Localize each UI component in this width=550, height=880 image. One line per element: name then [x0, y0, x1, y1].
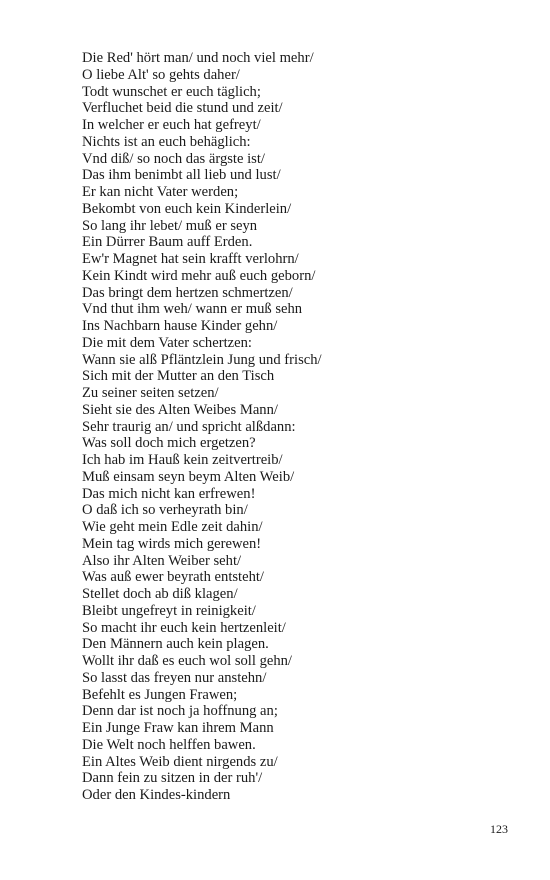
- poem-line: Ein Junge Fraw kan ihrem Mann: [82, 720, 274, 736]
- poem-line: Mein tag wirds mich gerewen!: [82, 535, 262, 552]
- poem-line: Kein Kindt wird mehr auß euch geborn/: [82, 267, 316, 284]
- poem-line: Ein Dürrer Baum auff Erden.: [82, 234, 253, 251]
- poem-line: Vnd thut ihm weh/ wann er muß sehn: [82, 301, 303, 318]
- poem-line: Den Männern auch kein plagen.: [82, 636, 269, 653]
- poem-line: So macht ihr euch kein hertzenleit/: [82, 619, 286, 636]
- poem-line: O liebe Alt' so gehts daher/: [82, 66, 240, 83]
- poem-line: Sich mit der Mutter an den Tisch: [82, 368, 275, 385]
- poem-line: Das ihm benimbt all lieb und lust/: [82, 167, 281, 184]
- poem-line: Das mich nicht kan erfrewen!: [82, 485, 256, 502]
- poem-line: Verfluchet beid die stund und zeit/: [82, 100, 283, 117]
- poem-line: Sehr traurig an/ und spricht alßdann:: [82, 418, 296, 435]
- poem-line: Das bringt dem hertzen schmertzen/: [82, 284, 293, 301]
- poem-line: Vnd diß/ so noch das ärgste ist/: [82, 150, 265, 167]
- poem-line: Wann sie alß Pfläntzlein Jung und frisch/: [82, 351, 322, 368]
- poem-line: Ein Altes Weib dient nirgends zu/: [82, 753, 278, 770]
- poem-line: So lang ihr lebet/ muß er seyn: [82, 217, 258, 234]
- poem-line: Was auß ewer beyrath entsteht/: [82, 569, 264, 586]
- poem-line: Wollt ihr daß es euch wol soll gehn/: [82, 653, 292, 669]
- poem-line: Stellet doch ab diß klagen/: [82, 586, 238, 602]
- poem-line: Er kan nicht Vater werden;: [82, 184, 239, 200]
- poem-line: Was soll doch mich ergetzen?: [82, 435, 256, 452]
- poem-line: Muß einsam seyn beym Alten Weib/: [82, 468, 295, 485]
- poem-line: Befehlt es Jungen Frawen;: [82, 686, 238, 703]
- poem-line: Zu seiner seiten setzen/: [82, 385, 219, 401]
- poem-line: Die Welt noch helffen bawen.: [82, 736, 256, 753]
- poem-line: Sieht sie des Alten Weibes Mann/: [82, 401, 278, 418]
- poem-line: Also ihr Alten Weiber seht/: [82, 552, 242, 569]
- poem-line: Bleibt ungefreyt in reinigkeit/: [82, 602, 256, 619]
- poem-line: Die Red' hört man/ und noch viel mehr/: [82, 50, 314, 66]
- poem-line: In welcher er euch hat gefreyt/: [82, 117, 261, 133]
- poem-line: So lasst das freyen nur anstehn/: [82, 669, 267, 686]
- page-number: 123: [490, 822, 508, 836]
- poem-text: [82, 50, 512, 804]
- poem-line: Ins Nachbarn hause Kinder gehn/: [82, 318, 278, 334]
- poem-line: Die mit dem Vater schertzen:: [82, 334, 252, 351]
- poem-line: O daß ich so verheyrath bin/: [82, 502, 248, 519]
- poem-line: Dann fein zu sitzen in der ruh'/: [82, 770, 263, 787]
- poem-line: Ew'r Magnet hat sein krafft verlohrn/: [82, 251, 299, 267]
- poem-line: Denn dar ist noch ja hoffnung an;: [82, 703, 278, 720]
- poem-line: Todt wunschet er euch täglich;: [82, 83, 261, 100]
- poem-line: Nichts ist an euch behäglich:: [82, 133, 251, 150]
- poem-line: Ich hab im Hauß kein zeitvertreib/: [82, 452, 283, 468]
- poem-line: Wie geht mein Edle zeit dahin/: [82, 519, 263, 535]
- poem-line: Bekombt von euch kein Kinderlein/: [82, 200, 292, 217]
- poem-line: Oder den Kindes-kindern: [82, 787, 231, 803]
